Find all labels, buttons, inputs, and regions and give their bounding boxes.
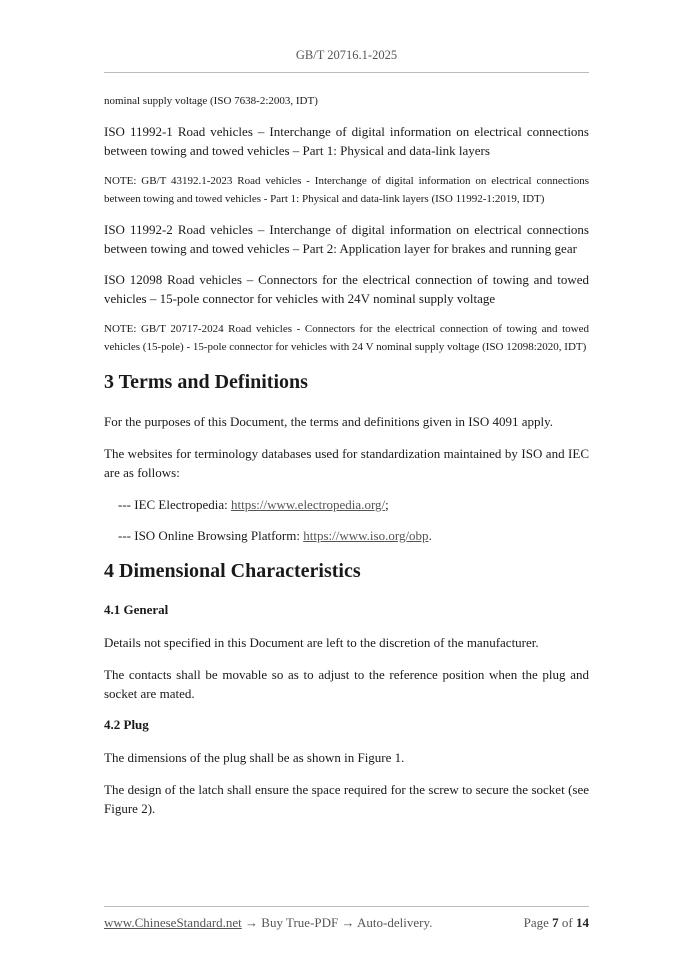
reference-note-gb-20717: NOTE: GB/T 20717-2024 Road vehicles - Connectors for the electrical connection of towing and towed vehicles (15-pole) - 15-pole connector for vehicles with 24 V nominal supply voltage (ISO 12098:2020, IDT) [104, 323, 589, 353]
reference-iso-12098: ISO 12098 Road vehicles – Connectors for the electrical connection of towing and towed vehicles – 15-pole connector for vehicles with 24V nominal supply voltage [104, 272, 589, 306]
page-header: GB/T 20716.1-2025 [295, 48, 398, 62]
section-3-paragraph-2: The websites for terminology databases used for standardization maintained by ISO and IEC are as follows: [104, 446, 589, 480]
subsection-4-2-paragraph-1: The dimensions of the plug shall be as shown in Figure 1. [104, 750, 405, 765]
list-item-punctuation: . [428, 528, 432, 543]
subsection-4-2-heading: 4.2 Plug [104, 717, 149, 732]
page-content [104, 92, 589, 831]
list-item-iso-obp [118, 526, 589, 545]
page-of: of [558, 915, 576, 930]
page-current: 7 [552, 915, 559, 930]
section-3-paragraph-1: For the purposes of this Document, the terms and definitions given in ISO 4091 apply. [104, 414, 554, 429]
section-3-heading: 3 Terms and Definitions [104, 371, 308, 393]
reference-iso-11992-1: ISO 11992-1 Road vehicles – Interchange of digital information on electrical connections between towing and towed vehicles – Part 1: Physical and data-link layers [104, 124, 589, 158]
subsection-4-1-paragraph-1: Details not specified in this Document are left to the discretion of the manufacturer. [104, 635, 539, 650]
page-total: 14 [576, 915, 589, 930]
list-item-label: --- ISO Online Browsing Platform: [118, 528, 304, 543]
electropedia-link[interactable]: https://www.electropedia.org/ [230, 497, 386, 512]
list-item-punctuation: ; [385, 497, 389, 512]
subsection-4-1-heading: 4.1 General [104, 602, 169, 617]
page-label: Page [523, 915, 553, 930]
page-footer [104, 915, 589, 931]
list-item-label: --- IEC Electropedia: [118, 497, 231, 512]
reference-note-tail: nominal supply voltage (ISO 7638-2:2003, IDT) [104, 95, 318, 107]
footer-promo-text: → Buy True-PDF → Auto-delivery. [241, 915, 433, 930]
header-divider [104, 72, 589, 73]
section-4-heading: 4 Dimensional Characteristics [104, 560, 361, 582]
iso-obp-link[interactable]: https://www.iso.org/obp [303, 528, 429, 543]
subsection-4-1-paragraph-2: The contacts shall be movable so as to adjust to the reference position when the plug and socket are mated. [104, 667, 589, 701]
page-number [524, 915, 589, 931]
reference-iso-11992-2: ISO 11992-2 Road vehicles – Interchange of digital information on electrical connections between towing and towed vehicles – Part 2: Application layer for brakes and running gear [104, 222, 589, 256]
list-item-electropedia [118, 495, 589, 514]
subsection-4-2-paragraph-2: The design of the latch shall ensure the space required for the screw to secure the socket (see Figure 2). [104, 782, 589, 816]
footer-promo [104, 915, 432, 931]
footer-divider [104, 906, 589, 907]
chinese-standard-link[interactable]: www.ChineseStandard.net [104, 915, 242, 930]
reference-note-gb-43192: NOTE: GB/T 43192.1-2023 Road vehicles - Interchange of digital information on electrical connections between towing and towed vehicles - Part 1: Physical and data-link layers (ISO 11992-1:2019, IDT) [104, 175, 589, 205]
